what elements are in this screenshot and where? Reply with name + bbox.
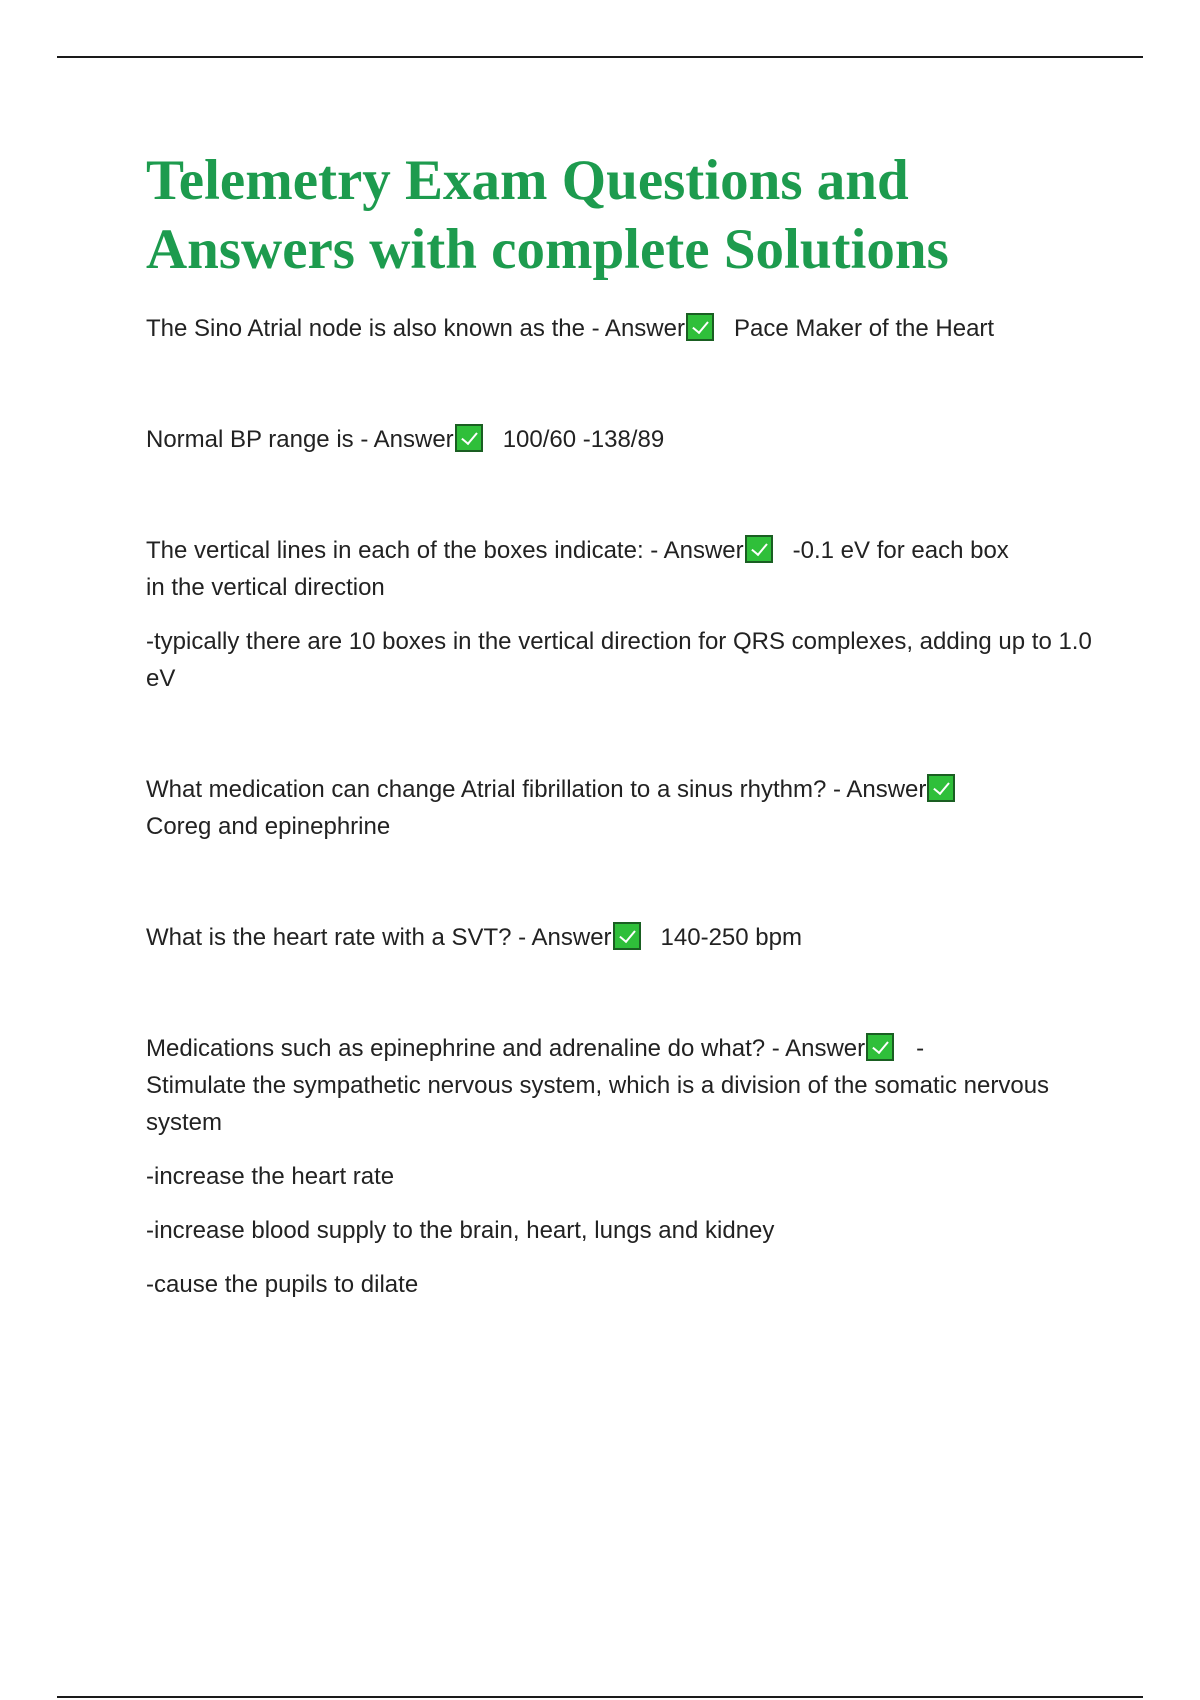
checkmark-icon (866, 1033, 894, 1061)
answer-text: 100/60 -138/89 (502, 426, 665, 453)
answer-text: -0.1 eV for each box (792, 537, 1009, 564)
checkmark-icon (455, 424, 483, 452)
qa-item-1 (146, 310, 1096, 347)
answer-text: Stimulate the sympathetic nervous system, which is a division of the somatic nervous system (146, 1072, 1050, 1136)
title-line-2: Answers with complete Solutions (146, 218, 949, 281)
qa-list (146, 310, 1096, 1303)
answer-text: Pace Maker of the Heart (733, 315, 995, 342)
checkmark-icon (686, 313, 714, 341)
document-body (146, 146, 1096, 1303)
title-line-1: Telemetry Exam Questions and (146, 149, 909, 212)
answer-note: -cause the pupils to dilate (146, 1271, 419, 1298)
answer-text: 140-250 bpm (660, 924, 802, 951)
answer-dash: - (916, 1035, 925, 1062)
question-text: What medication can change Atrial fibrillation to a sinus rhythm? - Answer (146, 776, 927, 803)
header-rule (57, 56, 1143, 58)
answer-note: -typically there are 10 boxes in the vertical direction for QRS complexes, adding up to 1.0 eV (146, 628, 1092, 692)
question-text: Medications such as epinephrine and adrenaline do what? - Answer (146, 1035, 866, 1062)
checkmark-icon (745, 535, 773, 563)
answer-note: -increase blood supply to the brain, heart, lungs and kidney (146, 1217, 775, 1244)
qa-item-4 (146, 771, 1096, 845)
document-title (146, 146, 1096, 284)
footer-rule (57, 1696, 1143, 1698)
answer-note: -increase the heart rate (146, 1163, 395, 1190)
qa-item-5 (146, 919, 1096, 956)
checkmark-icon (927, 774, 955, 802)
checkmark-icon (613, 922, 641, 950)
qa-item-2 (146, 421, 1096, 458)
question-text: Normal BP range is - Answer (146, 426, 454, 453)
question-text: What is the heart rate with a SVT? - Answer (146, 924, 612, 951)
answer-text: Coreg and epinephrine (146, 813, 391, 840)
qa-item-3 (146, 532, 1096, 697)
answer-text-continued: in the vertical direction (146, 574, 385, 601)
question-text: The Sino Atrial node is also known as the - Answer (146, 315, 685, 342)
question-text: The vertical lines in each of the boxes indicate: - Answer (146, 537, 744, 564)
qa-item-6 (146, 1030, 1096, 1303)
